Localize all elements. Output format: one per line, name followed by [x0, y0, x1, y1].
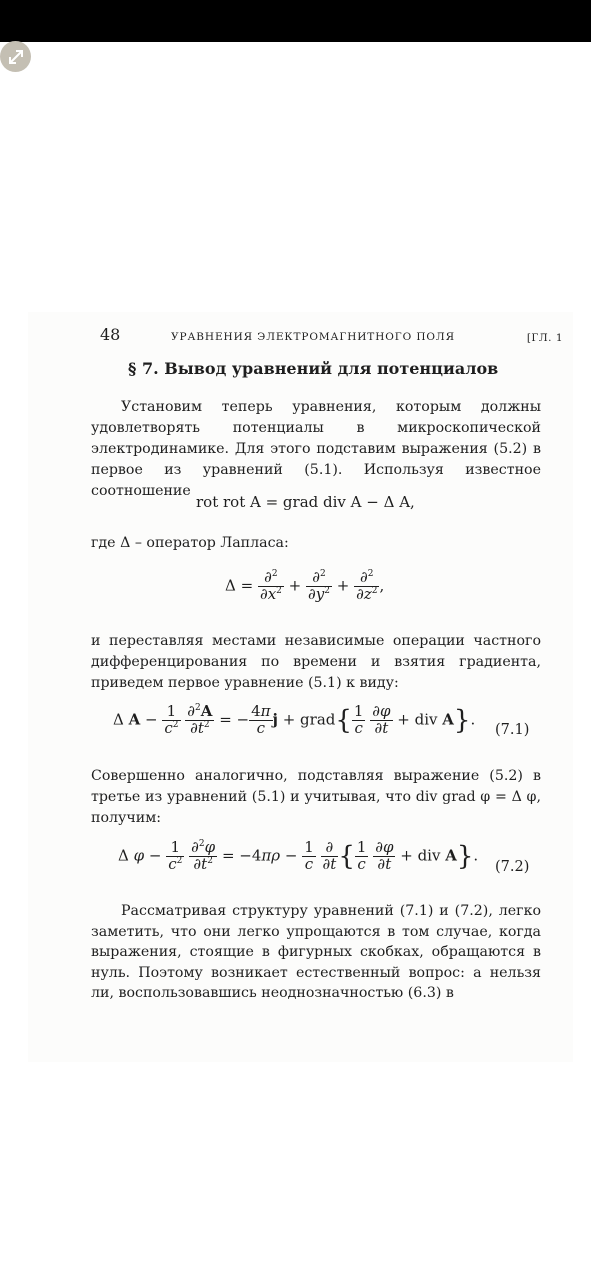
paragraph-3: и переставляя местами независимые операции частного дифференцирования по времени и взятия градиента, приведем первое уравнение (5.1) к виду: — [91, 633, 541, 691]
expand-button[interactable] — [0, 41, 31, 72]
equation-7-2-number: (7.2) — [495, 859, 530, 875]
book-page — [28, 312, 573, 1062]
equation-7-1-number: (7.1) — [495, 722, 530, 738]
paragraph-4: Совершенно аналогично, подставляя выражение (5.2) в третье из уравнений (5.1) и учитывая, что div grad φ = Δ φ, получим: — [91, 768, 541, 826]
expand-arrows-icon — [6, 47, 26, 67]
top-status-bar — [0, 0, 591, 42]
paragraph-5: Рассматривая структуру уравнений (7.1) и (7.2), легко заметить, что они легко упрощаются в том случае, когда выражения, стоящие в фигурных скобках, обращаются в нуль. Поэтому возникает естественный вопрос: а нельзя ли, воспользовавшись неоднозначностью (6.3) в — [91, 903, 541, 1001]
paragraph-1: Установим теперь уравнения, которым должны удовлетворять потенциалы в микроскопической электродинамике. Для этого подставим выражения (5.2) в первое из уравнений (5.1). Используя известное соотношение — [91, 399, 541, 499]
chapter-label: [ГЛ. 1 — [526, 332, 563, 344]
section-title: § 7. Вывод уравнений для потенциалов — [128, 359, 499, 378]
equation-rot-rot: rot rot A = grad div A − Δ A, — [196, 493, 415, 511]
equation-7-2: Δ φ − $\frac{1}{c^2}$ $\frac{\partial^2\varphi}{\partial t^2}$ = −4πρ − $\frac{1}{c}$ $\frac{\partial}{\partial t}$ { $\frac{1}{c}$ $\frac{\partial\varphi}{\partial t}$ + div A}. — [118, 838, 479, 873]
equation-7-1: Δ A − $\frac{1}{c^2}$ $\frac{\partial^2A}{\partial t^2}$ = − $\frac{4\pi}{c}$ j + grad{ $\frac{1}{c}$ $\frac{\partial\varphi}{\partial t}$ + div A}. — [113, 702, 476, 737]
equation-laplacian: Δ = $\frac{\partial^2}{\partial x^2}$ + $\frac{\partial^2}{\partial y^2}$ + $\frac{\partial^2}{\partial z^2}$ , — [225, 568, 385, 603]
paragraph-2: где Δ – оператор Лапласа: — [91, 535, 289, 551]
running-title: УРАВНЕНИЯ ЭЛЕКТРОМАГНИТНОГО ПОЛЯ — [171, 331, 455, 343]
page-number: 48 — [100, 325, 121, 344]
